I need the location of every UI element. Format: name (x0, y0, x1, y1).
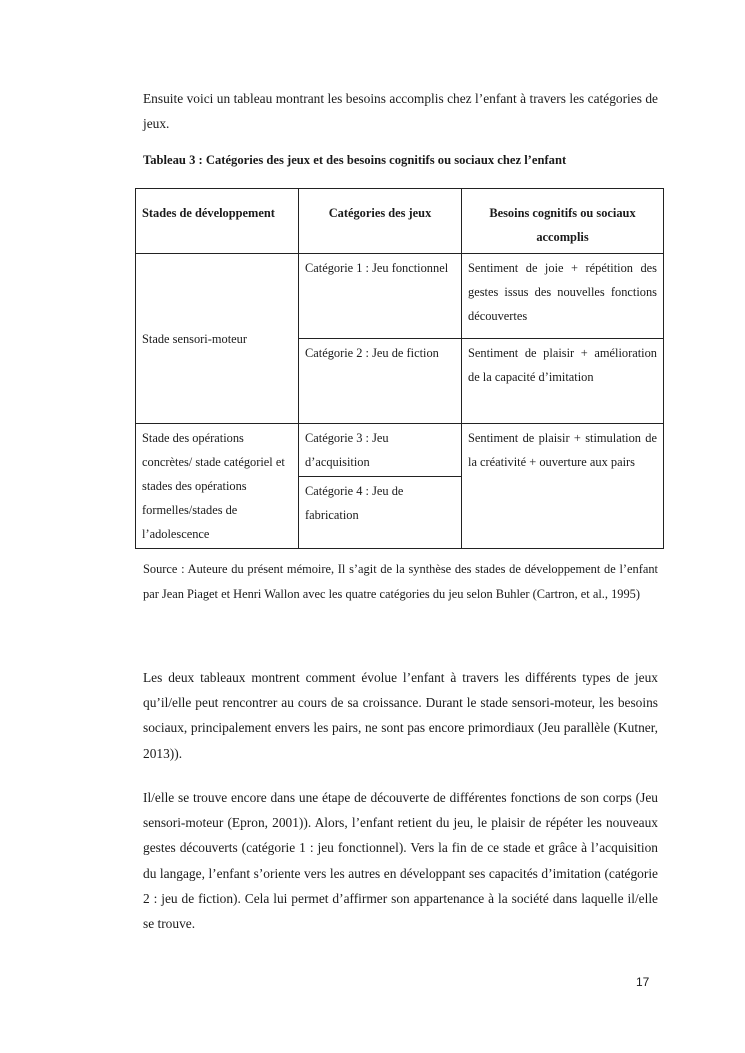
cell-need-3-4: Sentiment de plaisir + stimulation de la créativité + ouverture aux pairs (462, 424, 664, 549)
table-row (136, 254, 664, 339)
categories-table (135, 188, 664, 549)
cell-stage-operations: Stade des opérations concrètes/ stade catégoriel et stades des opérations formelles/stades de l’adolescence (136, 424, 299, 549)
cell-category-1: Catégorie 1 : Jeu fonctionnel (299, 254, 462, 339)
table-row (136, 424, 664, 549)
intro-paragraph: Ensuite voici un tableau montrant les besoins accomplis chez l’enfant à travers les catégories de jeux. (143, 91, 658, 132)
page-number: 17 (636, 975, 650, 989)
paragraph-1: Les deux tableaux montrent comment évolue l’enfant à travers les différents types de jeux qu’il/elle peut rencontrer au cours de sa croissance. Durant le stade sensori-moteur, les besoins sociaux, principalement envers les pairs, ne sont pas encore primordiaux (Jeu parallèle (Kutner, 2013)). (143, 670, 658, 761)
table-header-row (136, 189, 664, 254)
cell-need-1: Sentiment de joie + répétition des gestes issus des nouvelles fonctions découvertes (462, 254, 664, 339)
cell-category-3: Catégorie 3 : Jeu d’acquisition (299, 424, 461, 477)
cell-need-2: Sentiment de plaisir + amélioration de la capacité d’imitation (462, 339, 664, 424)
paragraph-2: Il/elle se trouve encore dans une étape de découverte de différentes fonctions de son corps (Jeu sensori-moteur (Epron, 2001)). Alors, l’enfant retient du jeu, le plaisir de répéter les nouveaux gestes découverts (catégorie 1 : jeu fonctionnel). Vers la fin de ce stade et grâce à l’acquisition du langage, l’enfant s’oriente vers les autres en développant ses capacités d’imitation (catégorie 2 : jeu de fiction). Cela lui permet d’affirmer son appartenance à la société dans laquelle il/elle se trouve. (143, 790, 658, 932)
cell-stage-sensorimotor: Stade sensori-moteur (136, 254, 299, 424)
cell-category-2: Catégorie 2 : Jeu de fiction (299, 339, 462, 424)
table-caption: Tableau 3 : Catégories des jeux et des besoins cognitifs ou sociaux chez l’enfant (143, 153, 567, 167)
header-needs: Besoins cognitifs ou sociaux accomplis (462, 189, 664, 254)
header-stages: Stades de développement (136, 189, 299, 254)
cell-categories-3-4 (299, 424, 462, 549)
cell-category-4: Catégorie 4 : Jeu de fabrication (305, 484, 404, 522)
header-categories: Catégories des jeux (299, 189, 462, 254)
table-source: Source : Auteure du présent mémoire, Il s’agit de la synthèse des stades de développement de l’enfant par Jean Piaget et Henri Wallon avec les quatre catégories du jeu selon Buhler (Cartron, et al., 1995) (143, 562, 658, 601)
